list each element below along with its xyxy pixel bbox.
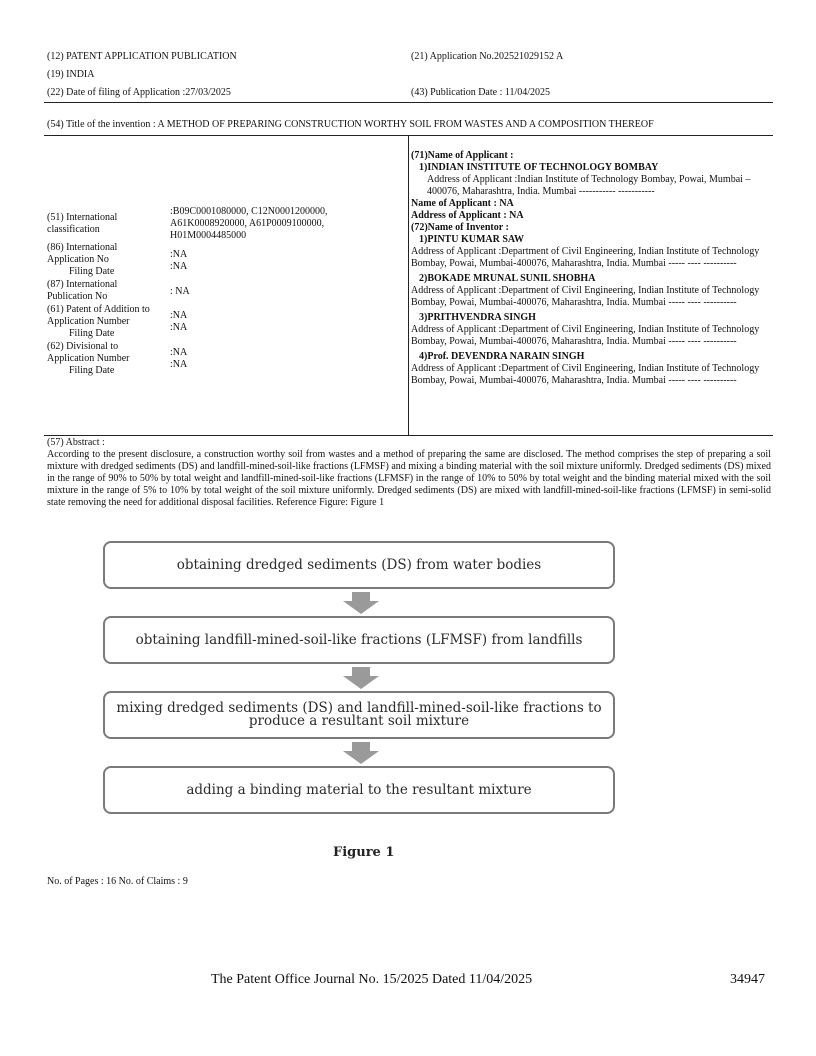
inventor-entry [411, 273, 769, 309]
inventor-1-address: Address of Applicant :Department of Civil Engineering, Indian Institute of Technology Bombay, Powai, Mumbai-400076, Maharashtra, India. Mumbai ----- ---- ---------- [411, 246, 760, 269]
flow-step-1-text: obtaining dredged sediments (DS) from water bodies [176, 556, 542, 573]
inventor-2-name: 2)BOKADE MRUNAL SUNIL SHOBHA [419, 273, 596, 284]
intl-app-filing-value: :NA [170, 261, 188, 272]
inventor-4-address: Address of Applicant :Department of Civil Engineering, Indian Institute of Technology Bombay, Powai, Mumbai-400076, Maharashtra, India. Mumbai ----- ---- ---------- [411, 363, 760, 386]
applicant-block [411, 150, 769, 387]
filing-date: (22) Date of filing of Application :27/03/2025 [47, 87, 231, 98]
down-arrow-icon [343, 742, 379, 764]
inventor-3-address: Address of Applicant :Department of Civil Engineering, Indian Institute of Technology Bombay, Powai, Mumbai-400076, Maharashtra, India. Mumbai ----- ---- ---------- [411, 324, 760, 347]
abstract-divider [44, 435, 773, 436]
applicant-heading: (71)Name of Applicant : [411, 150, 514, 161]
inventor-entry [411, 234, 769, 270]
abstract-label: (57) Abstract : [47, 437, 105, 448]
intl-pub-label: (87) International Publication No [47, 279, 118, 302]
inventor-1-name: 1)PINTU KUMAR SAW [419, 234, 524, 245]
page-number: 34947 [730, 972, 765, 987]
abstract-text: According to the present disclosure, a construction worthy soil from wastes and a method of preparing the same are disclosed. The method comprises the step of preparing a soil mixture with dredged sediments (DS) and landfill-mined-soil-like fractions (LFMSF) and mixing a binding material with the soil mixture uniformly. Dredged sediments (DS) mixed in the range of 90% to 50% by total weight and landfill-mined-soil-like fractions (LFMSF) in the range of 10% to 50% by total weight and the binding material mixed with the soil mixture in the range of 5% to 10% by total weight of the soil mixture uniformly. Dredged sediments (DS) are mixed with landfill-mined-soil-like fractions (LFMSF) in semi-solid state removing the need for additional disposal facilities. Reference Figure: Figure 1 [47, 449, 771, 508]
inventor-2-address: Address of Applicant :Department of Civil Engineering, Indian Institute of Technology Bombay, Powai, Mumbai-400076, Maharashtra, India. Mumbai ----- ---- ---------- [411, 285, 760, 308]
intl-pub-value: : NA [170, 286, 190, 297]
inventor-entry [411, 312, 769, 348]
flow-step-1 [103, 541, 615, 589]
down-arrow-icon [343, 667, 379, 689]
applicant-1-name: 1)INDIAN INSTITUTE OF TECHNOLOGY BOMBAY [419, 162, 659, 173]
country: (19) INDIA [47, 69, 95, 80]
invention-title: (54) Title of the invention : A METHOD OF PREPARING CONSTRUCTION WORTHY SOIL FROM WASTES AND A COMPOSITION THEREOF [47, 119, 654, 130]
header-divider [44, 102, 773, 103]
flow-step-4 [103, 766, 615, 814]
flow-step-3 [103, 691, 615, 739]
inventor-heading: (72)Name of Inventor : [411, 222, 509, 233]
journal-footer: The Patent Office Journal No. 15/2025 Dated 11/04/2025 [211, 972, 533, 987]
flow-step-3-text: mixing dredged sediments (DS) and landfill-mined-soil-like fractions to produce a resultant soil mixture [116, 700, 602, 729]
publication-date: (43) Publication Date : 11/04/2025 [411, 87, 551, 98]
inventor-entry [411, 351, 769, 387]
pages-claims: No. of Pages : 16 No. of Claims : 9 [47, 876, 188, 887]
intl-class-value: :B09C0001080000, C12N0001200000, A61K0008920000, A61P0009100000, H01M0004485000 [170, 206, 328, 241]
application-number: (21) Application No.202521029152 A [411, 51, 564, 62]
flow-step-4-text: adding a binding material to the resultant mixture [186, 781, 532, 798]
patent-addition-filing-label: Filing Date [69, 328, 115, 339]
divisional-value: :NA [170, 347, 188, 358]
applicant-1-address: Address of Applicant :Indian Institute of Technology Bombay, Powai, Mumbai – 400076, Maharashtra, India. Mumbai ----------- ----------- [427, 174, 751, 197]
figure-caption: Figure 1 [333, 845, 395, 860]
divisional-filing-value: :NA [170, 359, 188, 370]
divisional-filing-label: Filing Date [69, 365, 115, 376]
intl-app-filing-label: Filing Date [69, 266, 115, 277]
patent-addition-label: (61) Patent of Addition to Application Number [47, 304, 150, 327]
flow-step-2-text: obtaining landfill-mined-soil-like fractions (LFMSF) from landfills [135, 631, 583, 648]
divisional-label: (62) Divisional to Application Number [47, 341, 130, 364]
patent-addition-value: :NA [170, 310, 188, 321]
publication-type: (12) PATENT APPLICATION PUBLICATION [47, 51, 237, 62]
intl-class-label: (51) International classification [47, 212, 118, 235]
patent-addition-filing-value: :NA [170, 322, 188, 333]
down-arrow-icon [343, 592, 379, 614]
inventor-3-name: 3)PRITHVENDRA SINGH [419, 312, 536, 323]
applicant-address-na: Address of Applicant : NA [411, 210, 524, 221]
intl-app-value: :NA [170, 249, 188, 260]
inventor-4-name: 4)Prof. DEVENDRA NARAIN SINGH [419, 351, 585, 362]
applicant-name-na: Name of Applicant : NA [411, 198, 514, 209]
intl-app-label: (86) International Application No [47, 242, 118, 265]
column-divider [408, 135, 409, 436]
flow-step-2 [103, 616, 615, 664]
